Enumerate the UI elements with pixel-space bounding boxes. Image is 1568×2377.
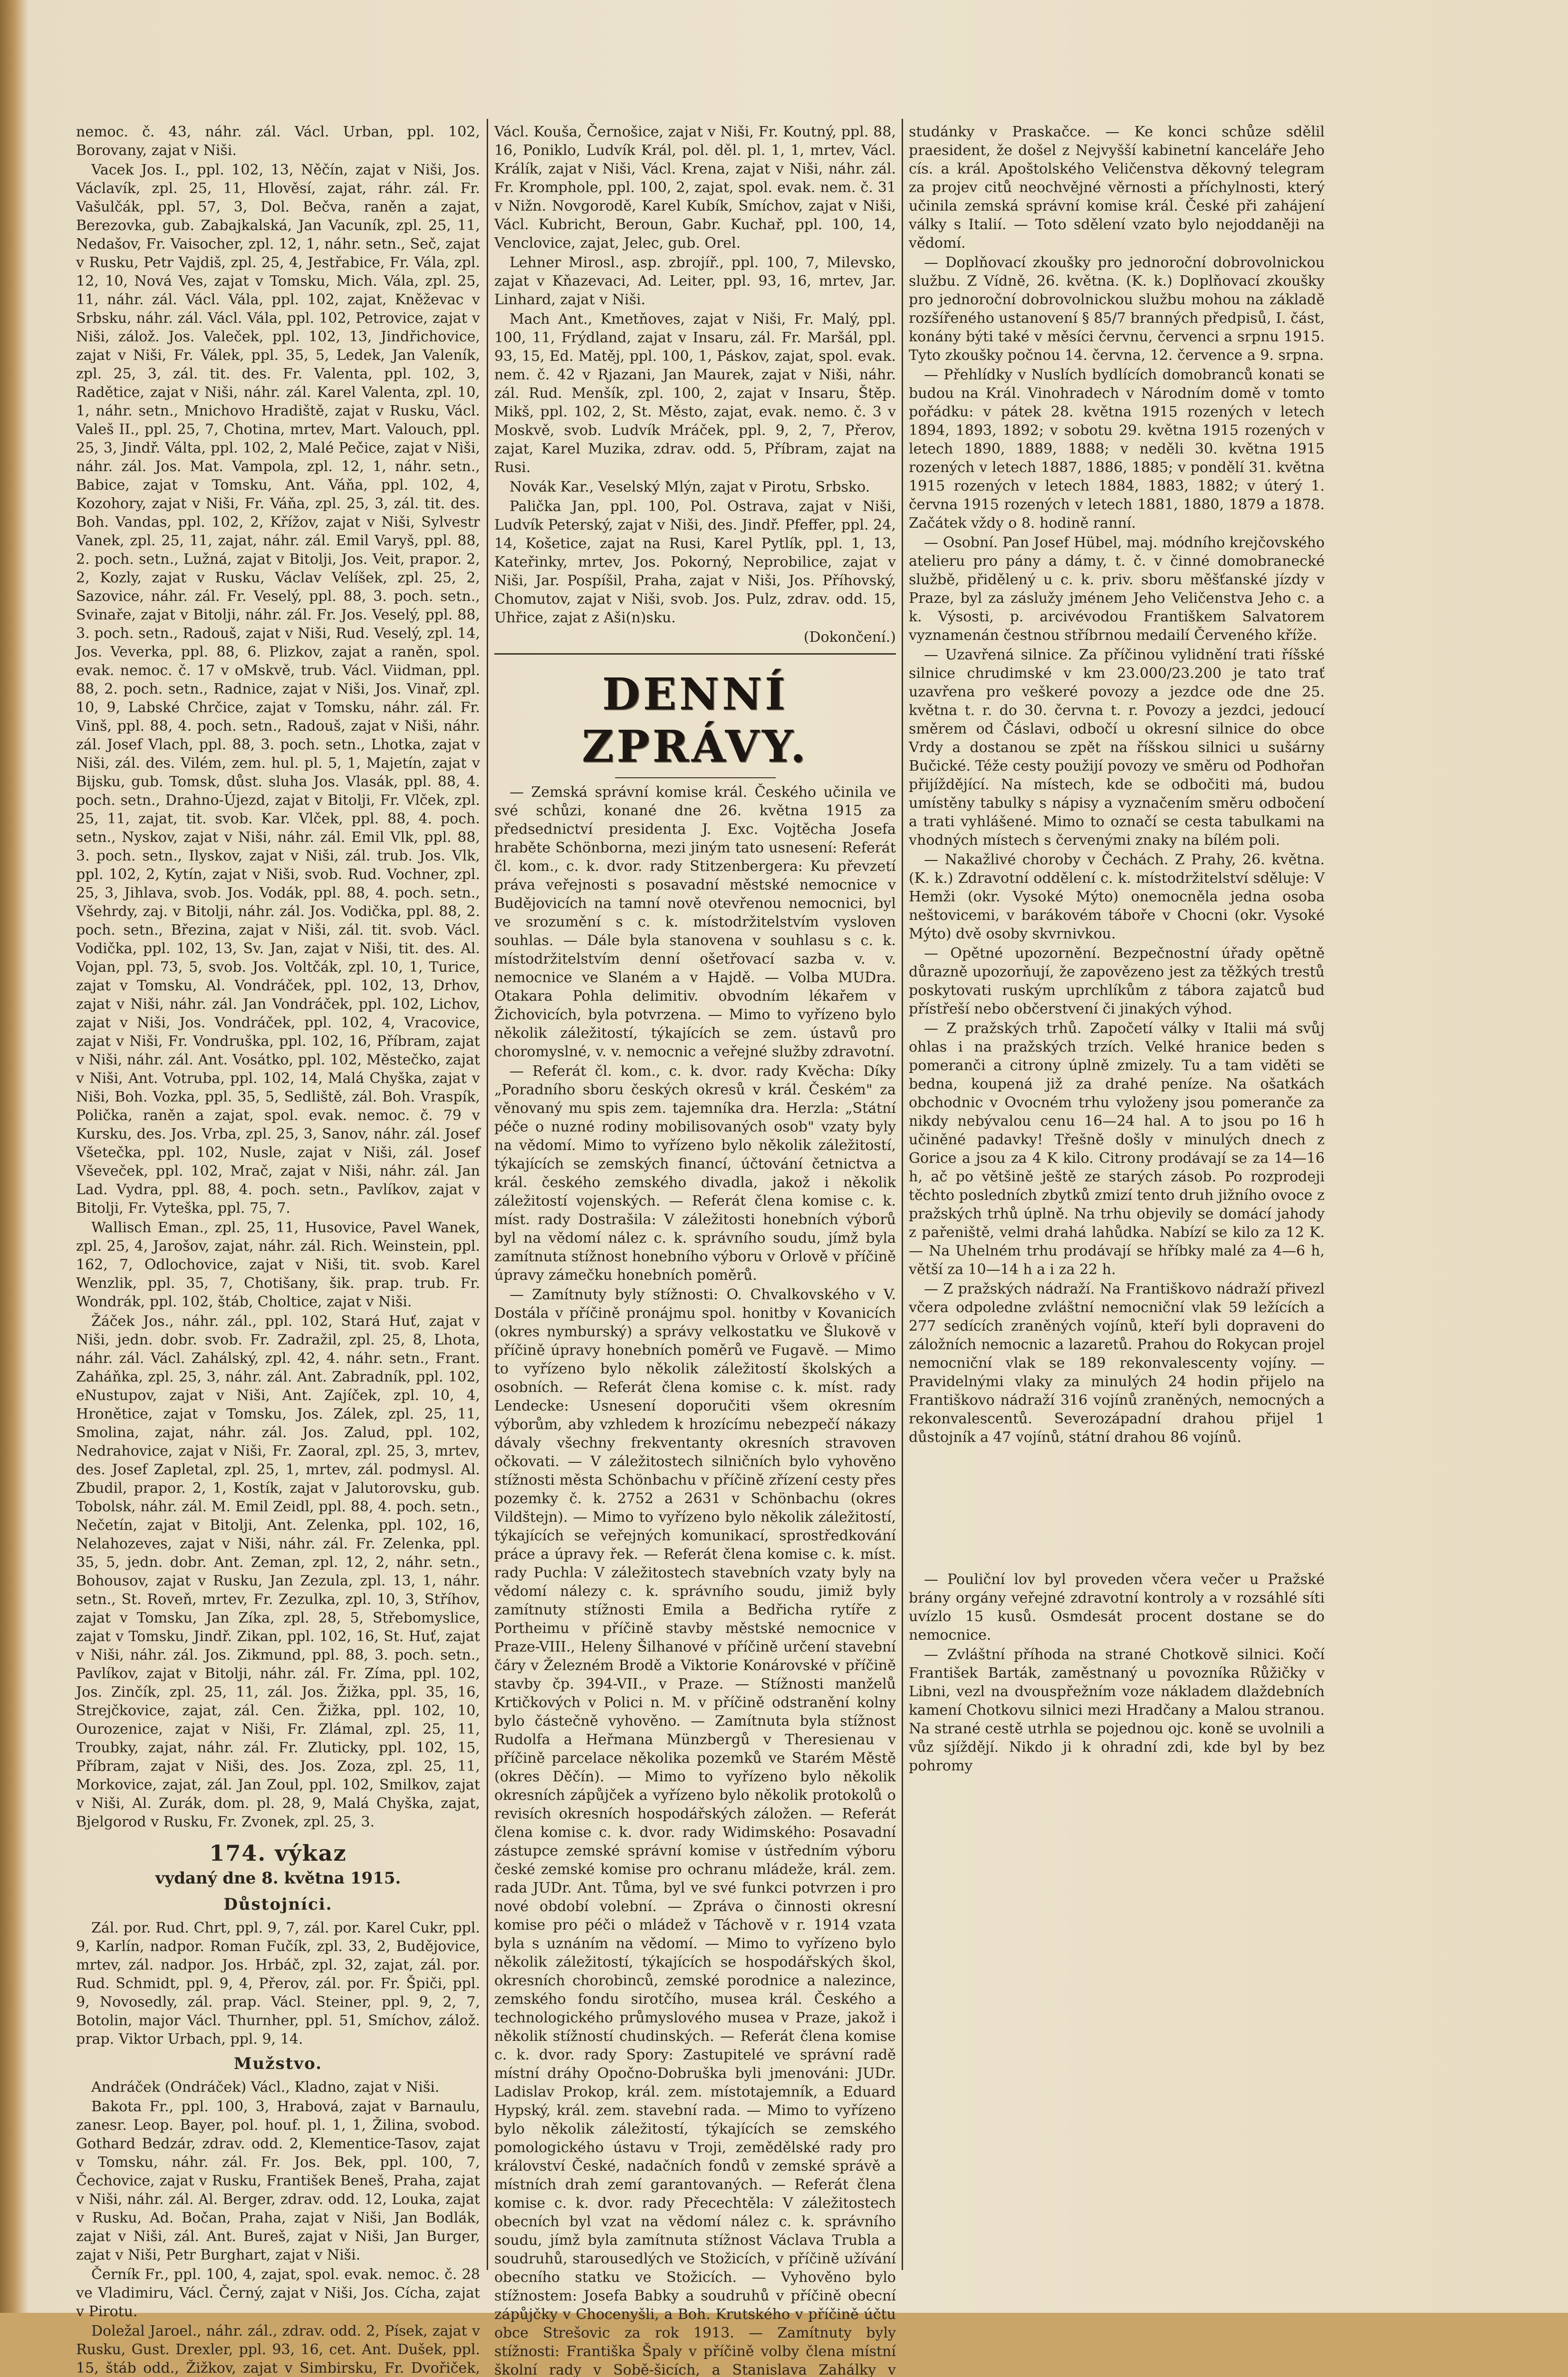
news-paragraph: — Osobní. Pan Josef Hübel, maj. módního krejčovského atelieru pro pány a dámy, t. č. v činné domobranecké službě, přidělený u c. k. priv. sboru měšťanské jízdy v Praze, byl za záslužy jménem Jeho Veličenstva Jeho c. a k. Výsosti, p. arcivévodou Františkem Salvatorem vyznamenán čestnou stříbrnou medailí Červeného kříže. (909, 534, 1325, 644)
officers-paragraph: Zál. por. Rud. Chrt, ppl. 9, 7, zál. por. Karel Cukr, ppl. 9, Karlín, nadpor. Roman Fučík, zpl. 33, 2, Budějovice, mrtev, zál. nadpor. Jos. Hrbáč, zpl. 32, zajat, zál. por. Rud. Schmidt, ppl. 9, 4, Přerov, zál. por. Fr. Špiči, ppl. 9, Novosedly, zál. prap. Václ. Steiner, ppl. 9, 2, 7, Botolin, major Václ. Thurnher, ppl. 51, Smíchov, zálož. prap. Viktor Urbach, ppl. 9, 14. (76, 1920, 480, 2048)
section-divider (494, 653, 896, 655)
officers-heading: Důstojníci. (223, 1895, 333, 1914)
column-1-casualty-list (76, 123, 480, 2377)
column-rule-left (487, 119, 488, 2270)
column-rule-right (902, 119, 903, 2270)
news-paragraph: — Z pražských nádraží. Na Františkovo nádraží přivezl včera odpoledne zvláštní nemocniční vlak 59 ležících a 277 sedících zraněných vojínů, kteří byli dopraveni do záložních nemocnic a lazaretů. Prahou do Rokycan projel nemocniční vlak se 189 rekonvalescenty vojíny. — Pravidelnými vlaky za minulých 24 hodin přijelo na Františkovo nádraží 316 vojínů zraněných, nemocných a rekonvalescentů. Severozápadní drahou přijel 1 důstojník a 47 vojínů, státní drahou 86 vojínů. (909, 1281, 1325, 1446)
news-paragraph: — Referát čl. kom., c. k. dvor. rady Kvěcha: Díky „Poradního sboru českých okresů v král. Českém" za věnovaný mu spis zem. tajemníka dra. Herzla: „Státní péče o nuzné rodiny mobilisovaných osob" vzaty byly na vědomí. Mimo to vyřízeno bylo několik záležitostí, týkajících se zemských financí, účtování četnictva a král. českého zemského divadla, jakož i několik záležitostí vojenských. — Referát člena komise c. k. míst. rady Dostrašila: V záležitosti honebních výborů byl na vědomí nález c. k. správního soudu, jímž byla zamítnuta stížnost honebního výboru v Orlově v příčině úpravy zámečku honebních poměrů. (494, 1063, 896, 1284)
men-paragraph: Černík Fr., ppl. 100, 4, zajat, spol. evak. nemoc. č. 28 ve Vladimiru, Václ. Černý, zajat v Niši, Jos. Cícha, zajat v Pirotu. (76, 2266, 480, 2320)
news-paragraph: — Z pražských trhů. Započetí války v Italii má svůj ohlas i na pražských trzích. Velké hranice beden s pomeranči a citrony úplně zmizely. Tu a tam viděti se bedna, koupená již za drahé peníze. Na ošatkách obchodnic v Ovocném trhu vyloženy jsou pomeranče za nikdy nebývalou cenu 16—24 hal. A to jsou po 16 h učiněné padavky! Třešně došly v minulých dnech z Gorice a jsou za 4 K kilo. Citrony prodávají se za 14—16 h, ač po většině ještě ze starých zásob. Po rozprodeji těchto posledních zbytků zmizí tento druh jižního ovoce z pražských trhů úplně. Na trhu objevily se domácí jahody z pařeniště, velmi drahá lahůdka. Nabízí se kilo za 12 K. — Na Uhelném trhu prodávají se hříbky malé za 4—6 h, větší za 10—14 h a i za 22 h. (909, 1020, 1325, 1278)
men-paragraph: Andráček (Ondráček) Václ., Kladno, zajat v Niši. (91, 2079, 440, 2096)
report-number-heading: 174. výkaz (209, 1840, 347, 1866)
news-paragraph: — Přehlídky v Nuslích bydlících domobranců konati se budou na Král. Vinohradech v Národním domě v tomto pořádku: v pátek 28. května 1915 rozených v letech 1894, 1893, 1892; v sobotu 29. května 1915 rozených v letech 1890, 1889, 1888; v neděli 30. května 1915 rozených v letech 1887, 1886, 1885; v pondělí 31. května 1915 rozených v letech 1884, 1883, 1882; v úterý 1. června 1915 rozených v letech 1881, 1880, 1879 a 1878. Začátek vždy o 8. hodině ranní. (909, 367, 1325, 531)
casualty-paragraph: Václ. Kouša, Černošice, zajat v Niši, Fr. Koutný, ppl. 88, 16, Poniklo, Ludvík Král, pol. děl. pl. 1, 1, mrtev, Václ. Králík, zajat v Niši, Václ. Krena, zajat v Niši, náhr. zál. Fr. Kromphole, ppl. 100, 2, zajat, spol. evak. nem. č. 31 v Nižn. Novgorodě, Karel Kubík, Smíchov, zajat v Niši, Václ. Kubricht, Beroun, Gabr. Kuchař, ppl. 100, 14, Venclovice, zajat, Jelec, gub. Orel. (494, 124, 896, 251)
casualty-paragraph: nemoc. č. 43, náhr. zál. Václ. Urban, ppl. 102, Borovany, zajat v Niši. (76, 124, 480, 159)
column-3-news (909, 123, 1325, 2267)
casualty-paragraph: Lehner Mirosl., asp. zbrojíř., ppl. 100, 7, Milevsko, zajat v Kňazevaci, Ad. Leiter, ppl. 93, 16, mrtev, Jar. Linhard, zajat v Niši. (494, 254, 896, 308)
casualty-paragraph: Wallisch Eman., zpl. 25, 11, Husovice, Pavel Wanek, zpl. 25, 4, Jarošov, zajat, náhr. zál. Rich. Weinstein, ppl. 162, 7, Odlochovice, zajat v Niši, tit. svob. Karel Wenzlik, ppl. 35, 7, Chotišany, šik. prap. trub. Fr. Wondrák, ppl. 102, štáb, Choltice, zajat v Niši. (76, 1219, 480, 1310)
news-paragraph: — Zvláštní příhoda na strané Chotkově silnici. Kočí František Barták, zaměstnaný u povozníka Růžičky v Libni, vezl na dvouspřežním voze nákladem dlaždebních kamení Chotkovu silnici mezi Hradčany a Malou stranou. Na strané cestě utrhla se pojednou ojc. koně se uvolnili a vůz sjíždějí. Nikdo ji k ohradní zdi, kde byl by bez pohromy (909, 1646, 1325, 1774)
news-paragraph: — Nakažlivé choroby v Čechách. Z Prahy, 26. května. (K. k.) Zdravotní oddělení c. k. místodržitelství sděluje: V Hemži (okr. Vysoké Mýto) onemocněla jedna osoba neštovicemi, v barákovém táboře v Chocni (okr. Vysoké Mýto) dvě osoby skvrnivkou. (909, 851, 1325, 942)
men-heading: Mužstvo. (233, 2054, 323, 2073)
men-paragraph: Bakota Fr., ppl. 100, 3, Hrabová, zajat v Barnaulu, zanesr. Leop. Bayer, pol. houf. pl. 1, 1, Žilina, svobod. Gothard Bedzár, zdrav. odd. 2, Klementice-Tasov, zajat v Tomsku, náhr. zál. Fr. Jos. Bek, ppl. 100, 7, Čechovice, zajat v Rusku, František Beneš, Praha, zajat v Niši, náhr. zál. Al. Berger, zdrav. odd. 12, Louka, zajat v Rusku, Ad. Bočan, Praha, zajat v Niši, Jan Bodlák, zajat v Niši, zál. Ant. Bureš, zajat v Niši, Jan Burger, zajat v Niši, Petr Burghart, zajat v Niši. (76, 2098, 480, 2263)
casualty-paragraph: Vacek Jos. I., ppl. 102, 13, Něčín, zajat v Niši, Jos. Václavík, zpl. 25, 11, Hlověsí, zajat, ráhr. zál. Fr. Vašulčák, ppl. 57, 3, Dol. Bečva, raněn a zajat, Berezovka, gub. Zabajkalská, Jan Vacuník, zpl. 25, 11, Nedašov, Fr. Vaisocher, zpl. 12, 1, náhr. setn., Seč, zajat v Rusku, Petr Vajdiš, zpl. 25, 4, Jestřabice, Fr. Vála, zpl. 12, 10, Nová Ves, zajat v Tomsku, Mich. Vála, zpl. 25, 11, náhr. zál. Václ. Vála, ppl. 102, zajat, Kněževac v Srbsku, náhr. zál. Václ. Vála, ppl. 102, Petrovice, zajat v Niši, zálož. Jos. Valeček, ppl. 102, 13, Jindřichovice, zajat v Niši, Fr. Válek, ppl. 35, 5, Ledek, Jan Valeník, zpl. 25, 3, zál. tit. des. Fr. Valenta, ppl. 102, 3, Radětice, zajat v Niši, náhr. zál. Karel Valenta, zpl. 10, 1, náhr. setn., Mnichovo Hradiště, zajat v Rusku, Václ. Valeš II., ppl. 25, 7, Chotina, mrtev, Mart. Valouch, ppl. 25, 3, Jindř. Válta, ppl. 102, 2, Malé Pečice, zajat v Niši, náhr. zál. Jos. Mat. Vampola, zpl. 12, 1, náhr. setn., Babice, zajat v Tomsku, Ant. Váňa, ppl. 102, 4, Kozohory, zajat v Niši, Fr. Váňa, zpl. 25, 3, zál. tit. des. Boh. Vandas, ppl. 102, 2, Křížov, zajat v Niši, Sylvestr Vanek, zpl. 25, 11, zajat, náhr. zál. Emil Varyš, ppl. 88, 2. poch. setn., Lužná, zajat v Bitolji, Jos. Veit, prapor. 2, 2, Kozly, zajat v Rusku, Václav Velíšek, zpl. 25, 2, Sazovice, náhr. zál. Fr. Veselý, ppl. 88, 3. poch. setn., Svinaře, zajat v Bitolji, náhr. zál. Fr. Jos. Veselý, ppl. 88, 3. poch. setn., Radouš, zajat v Niši, Rud. Veselý, zpl. 14, Jos. Veverka, ppl. 88, 6. Plizkov, zajat a raněn, spol. evak. nemoc. č. 17 v oMskvě, trub. Václ. Viidman, ppl. 88, 2. poch. setn., Radnice, zajat v Niši, Jos. Vinař, zpl. 10, 9, Labské Chrčice, zajat v Tomsku, náhr. zál. Fr. Vinš, ppl. 88, 4. poch. setn., Radouš, zajat v Niši, náhr. zál. Josef Vlach, ppl. 88, 3. poch. setn., Lhotka, zajat v Niši, zál. des. Vilém, zem. hul. pl. 5, 1, Majetín, zajat v Bijsku, gub. Tomsk, důst. sluha Jos. Vlasák, ppl. 88, 4. poch. setn., Drahno-Újezd, zajat v Bitolji, Fr. Vlček, zpl. 25, 11, zajat, tit. svob. Kar. Vlček, ppl. 88, 4. poch. setn., Nyskov, zajat v Niši, náhr. zál. Emil Vlk, ppl. 88, 3. poch. setn., Ilyskov, zajat v Niši, zál. trub. Jos. Vlk, ppl. 102, 2, Kytín, zajat v Niši, svob. Rud. Vochner, zpl. 25, 3, Jihlava, svob. Jos. Vodák, ppl. 88, 4. poch. setn., Všehrdy, zaj. v Bitolji, náhr. zál. Jos. Vodička, ppl. 88, 2. poch. setn., Březina, zajat v Niši, zál. tit. svob. Václ. Vodička, ppl. 102, 13, Sv. Jan, zajat v Niši, tit. des. Al. Vojan, ppl. 73, 5, svob. Jos. Voltčák, zpl. 10, 1, Turice, zajat v Tomsku, Al. Vondráček, ppl. 102, 13, Drhov, zajat v Niši, náhr. zál. Jan Vondráček, ppl. 102, Lichov, zajat v Niši, Jos. Vondráček, ppl. 102, 4, Vracovice, zajat v Niši, Fr. Vondruška, ppl. 102, 16, Příbram, zajat v Niši, náhr. zál. Ant. Vosátko, ppl. 102, Městečko, zajat v Niši, Ant. Votruba, ppl. 102, 14, Malá Chyška, zajat v Niši, Boh. Vozka, ppl. 35, 5, Sedliště, zál. Boh. Vraspík, Polička, raněn a zajat, spol. evak. nemoc. č. 79 v Kursku, des. Jos. Vrba, zpl. 25, 3, Sanov, náhr. zál. Josef Všetečka, ppl. 102, Nusle, zajat v Niši, zál. Josef Vševeček, ppl. 102, Mrač, zajat v Niši, náhr. zál. Jan Lad. Vydra, ppl. 88, 4. poch. setn., Pavlíkov, zajat v Bitolji, Fr. Vyteška, ppl. 75, 7. (76, 162, 480, 1217)
casualty-paragraph: Novák Kar., Veselský Mlýn, zajat v Pirotu, Srbsko. (510, 479, 870, 495)
news-paragraph: — Pouliční lov byl proveden včera večer u Pražské brány orgány veřejné zdravotní kontroly a v rozsáhlé síti uvízlo 15 kusů. Osmdesát procent dostane se do nemocnice. (909, 1571, 1325, 1643)
masthead-divider (615, 777, 776, 778)
continued-note: (Dokončení.) (803, 629, 896, 646)
report-date: vydaný dne 8. května 1915. (155, 1869, 401, 1888)
men-paragraph: Doležal Jaroel., náhr. zál., zdrav. odd. 2, Písek, zajat v Rusku, Gust. Drexler, ppl. 93, 16, cet. Ant. Dušek, ppl. 15, štáb odd., Žižkov, zajat v Simbirsku, Fr. Dvořiček, (76, 2323, 480, 2377)
news-paragraph: — Opětné upozornění. Bezpečnostní úřady opětně důrazně upozorňují, že zapovězeno jest za těžkých trestů poskytovati ruským uprchlíkům z tábora zajatců bud přístřeší nebo občerstvení či jinakých výhod. (909, 945, 1325, 1017)
column-2-news (494, 123, 896, 2377)
daily-news-masthead: DENNÍ ZPRÁVY. (582, 668, 808, 772)
news-paragraph: — Uzavřená silnice. Za příčinou vylidnění trati říšské silnice chrudimské v km 23.000/23.200 je tato trať uzavřena pro veškeré povozy a jezdce ode dne 25. května t. r. do 30. června t. r. Povozy a jezdci, jedoucí směrem od Čáslavi, odbočí u okresní silnice do obce Vrdy a dostanou se zpět na říšskou silnici u sušárny Bučické. Téže cesty použijí povozy ve směru od Podhořan přijíždějící. Na místech, kde se odbočiti má, budou umístěny tabulky s nápisy a vyznačením směru odbočení a trati vyhlášené. Mimo to označí se cesta tabulkami na vhodných místech s červenými znaky na bílém poli. (909, 647, 1325, 849)
casualty-paragraph: Mach Ant., Kmetňoves, zajat v Niši, Fr. Malý, ppl. 100, 11, Frýdland, zajat v Insaru, zál. Fr. Maršál, ppl. 93, 15, Ed. Matěj, ppl. 100, 1, Páskov, zajat, spol. evak. nem. č. 42 v Rjazani, Jan Maurek, zajat v Niši, náhr. zál. Rud. Menšík, zpl. 100, 2, zajat v Insaru, Štěp. Mikš, ppl. 102, 2, St. Město, zajat, evak. nemo. č. 3 v Moskvě, svob. Ludvík Mráček, ppl. 9, 2, 7, Přerov, zajat, Karel Muzika, zdrav. odd. 5, Příbram, zajat na Rusi. (494, 311, 896, 476)
news-paragraph: — Zamítnuty byly stížnosti: O. Chvalkovského v V. Dostála v příčině pronájmu spol. honitby v Kovanicích (okres nymburský) a správy velkostatku ve Šlukově v příčině úpravy honebních poměrů ve Fugavě. — Mimo to vyřízeno bylo několik záležitostí školských a osobních. — Referát člena komise c. k. míst. rady Lendecke: Usnesení doporučiti všem okresním výborům, aby vzhledem k hrozícímu nebezpečí nákazy dávaly všechny frekventanty okresních stravoven očkovati. — V záležitostech silničních bylo vyhověno stížnosti města Schönbachu v příčině zřízení cesty přes pozemky č. k. 2752 a 2631 v Schönbachu (okres Vildštejn). — Mimo to vyřízeno bylo několik záležitostí, týkajících se veřejných komunikací, sprostředkování práce a úpravy řek. — Referát člena komise c. k. míst. rady Puchla: V záležitostech stavebních vzaty byly na vědomí nálezy c. k. správního soudu, jimiž byly zamítnuty stížnosti Emila a Bedřicha rytíře z Portheimu v příčině stavby městské nemocnice v Praze-VIII., Heleny Šilhanové v příčině určení stavební čáry v Železném Brodě a Viktorie Konárovské v příčině stavby čp. 394-VII., v Praze. — Stížnosti manželů Krtičkových v Polici n. M. v příčině odstranění kolny bylo částečně vyhověno. — Zamítnuta byla stížnost Rudolfa a Heřmana Münzbergů v Theresienau v příčině parcelace několika pozemků ve Starém Městě (okres Děčín). — Mimo to vyřízeno bylo několik okresních zápůjček a vyřízeno bylo několik protokolů o revisích okresních hospodářských záložen. — Referát člena komise c. k. dvor. rady Widimského: Posavadní zástupce zemské správní komise v ústředním výboru české zemské komise pro ochranu mládeže, král. zem. rada JUDr. Ant. Tůma, byl ve své funkci potvrzen i pro nové období volební. — Zpráva o činnosti okresní komise pro péči o mládež v Táchově v r. 1914 vzata byla s uznáním na vědomí. — Mimo to vyřízeno bylo několik záležitostí, týkajících se hospodářských škol, okresních chorobinců, zemské porodnice a nalezince, zemského fondu sirotčího, musea král. Českého a technologického průmyslového musea v Praze, jakož i několik stížností chudinských. — Referát člena komise c. k. dvor. rady Spory: Zastupitelé ve správní radě místní dráhy Opočno-Dobruška byli jmenováni: JUDr. Ladislav Prokop, král. zem. místotajemník, a Eduard Hypský, král. zem. stavební rada. — Mimo to vyřízeno bylo několik záležitostí, týkajících se zemského pomologického ústavu v Troji, zemědělské rady pro království České, nadačních fondů v zemské správě a místních drah zemí garantovaných. — Referát člena komise c. k. dvor. rady Přecechtěla: V záležitostech obecních byl vzat na vědomí nález c. k. správního soudu, jímž byla zamítnuta stížnost Václava Trubla a soudruhů, starousedlých ve Stožicích, v příčině užívání obecního statku ve Stožicích. — Vyhověno bylo stížnostem: Josefa Babky a soudruhů v příčině obecní zápůjčky v Chocenyšli, a Boh. Krutského v příčině účtu obce Strešovic za rok 1913. — Zamítnuty byly stížnosti: Františka Špaly v příčině volby člena místní školní rady v Sobě-šicích, a Stanislava Zahálky v (494, 1286, 896, 2377)
news-paragraph: studánky v Praskačce. — Ke konci schůze sdělil praesident, že došel z Nejvyšší kabinetní kanceláře Jeho cís. a král. Apoštolského Veličenstva děkovný telegram za projev citů neochvějné věrnosti a příchylnosti, který učinila zemská správní komise král. České při zahájení války s Italií. — Toto sdělení vzato bylo nejoddaněji na vědomí. (909, 124, 1325, 251)
casualty-paragraph: Palička Jan, ppl. 100, Pol. Ostrava, zajat v Niši, Ludvík Peterský, zajat v Niši, des. Jindř. Pfeffer, ppl. 24, 14, Košetice, zajat na Rusi, Karel Pytlík, ppl. 1, 13, Kateřinky, mrtev, Jos. Pokorný, Neprobilice, zajat v Niši, Jar. Pospíšil, Praha, zajat v Niši, Jos. Příhovský, Chomutov, zajat v Niši, svob. Jos. Pulz, zdrav. odd. 15, Uhřice, zajat z Aši(n)sku. (494, 498, 896, 626)
casualty-paragraph: Žáček Jos., náhr. zál., ppl. 102, Stará Huť, zajat v Niši, jedn. dobr. svob. Fr. Zadražil, zpl. 25, 8, Lhota, náhr. zál. Václ. Zahálský, zpl. 42, 4. náhr. setn., Frant. Zaháňka, zpl. 25, 3, náhr. zál. Ant. Zabradník, ppl. 102, eNustupov, zajat v Niši, Ant. Zajíček, zpl. 10, 4, Hronětice, zajat v Tomsku, Jos. Zálek, zpl. 25, 11, Smolina, zajat, náhr. zál. Jos. Zalud, ppl. 102, Nedrahovice, zajat v Niši, Fr. Zaoral, zpl. 25, 3, mrtev, des. Josef Zapletal, zpl. 25, 1, mrtev, zál. podmysl. Al. Zbudil, prapor. 2, 1, Kostík, zajat v Jalutorovsku, gub. Tobolsk, náhr. zál. M. Emil Zeidl, ppl. 88, 4. poch. setn., Nečetín, zajat v Bitolji, Ant. Zelenka, ppl. 102, 16, Nelahozeves, zajat v Niši, náhr. zál. Fr. Zelenka, ppl. 35, 5, jedn. dobr. Ant. Zeman, zpl. 12, 2, náhr. setn., Bohousov, zajat v Rusku, Jan Zezula, zpl. 13, 1, náhr. setn., St. Roveň, mrtev, Fr. Zezulka, zpl. 10, 3, Stříhov, zajat v Tomsku, Jan Zíka, zpl. 28, 5, Střebomyslice, zajat v Tomsku, Jindř. Zikan, ppl. 102, 16, St. Huť, zajat v Niši, náhr. zál. Jos. Zikmund, ppl. 88, 3. poch. setn., Pavlíkov, zajat v Bitolji, náhr. zál. Fr. Zíma, ppl. 102, Jos. Zinčík, zpl. 25, 11, zál. Jos. Žižka, ppl. 35, 16, Strejčkovice, zajat, zál. Cen. Žižka, ppl. 102, 10, Ourozenice, zajat v Niši, Fr. Zlámal, zpl. 25, 11, Troubky, zajat, náhr. zál. Fr. Zluticky, ppl. 102, 15, Příbram, zajat v Niši, des. Jos. Zoza, zpl. 25, 11, Morkovice, zajat, zál. Jan Zoul, ppl. 102, Smilkov, zajat v Niši, Al. Zurák, dom. pl. 28, 9, Malá Chyška, zajat, Bjelgorod v Rusku, Fr. Zvonek, zpl. 25, 3. (76, 1313, 480, 1830)
news-paragraph: — Doplňovací zkoušky pro jednoroční dobrovolnickou službu. Z Vídně, 26. května. (K. k.) Doplňovací zkoušky pro jednoroční dobrovolnickou službu mohou na základě rozšířeného ustanovení § 85/7 branných předpisů, I. část, konány býti také v měsíci červnu, červenci a srpnu 1915. Tyto zkoušky počnou 14. června, 12. července a 9. srpna. (909, 254, 1325, 364)
news-paragraph: — Zemská správní komise král. Českého učinila ve své schůzi, konané dne 26. května 1915 za předsednictví presidenta J. Exc. Vojtěcha Josefa hraběte Schönborna, mezi jiným tato usnesení: Referát čl. kom., c. k. dvor. rady Stitzenbergera: Ku převzetí práva veřejnosti s posavadní městské nemocnice v Budějovicích na tamní nově otevřenou nemocnici, byl ve srozumění s c. k. místodržitelstvím vysloven souhlas. — Dále byla stanovena v souhlasu s c. k. místodržitelstvím denní ošetřovací sazba v. v. nemocnice ve Slaném a v Hajdě. — Volba MUDra. Otakara Pohla delimitiv. obvodním lékařem v Žichovicích, byla potvrzena. — Mimo to vyřízeno bylo několik záležitostí, týkajících se zem. ústavů pro choromyslné, v. v. nemocnic a veřejné služby zdravotní. (494, 784, 896, 1060)
